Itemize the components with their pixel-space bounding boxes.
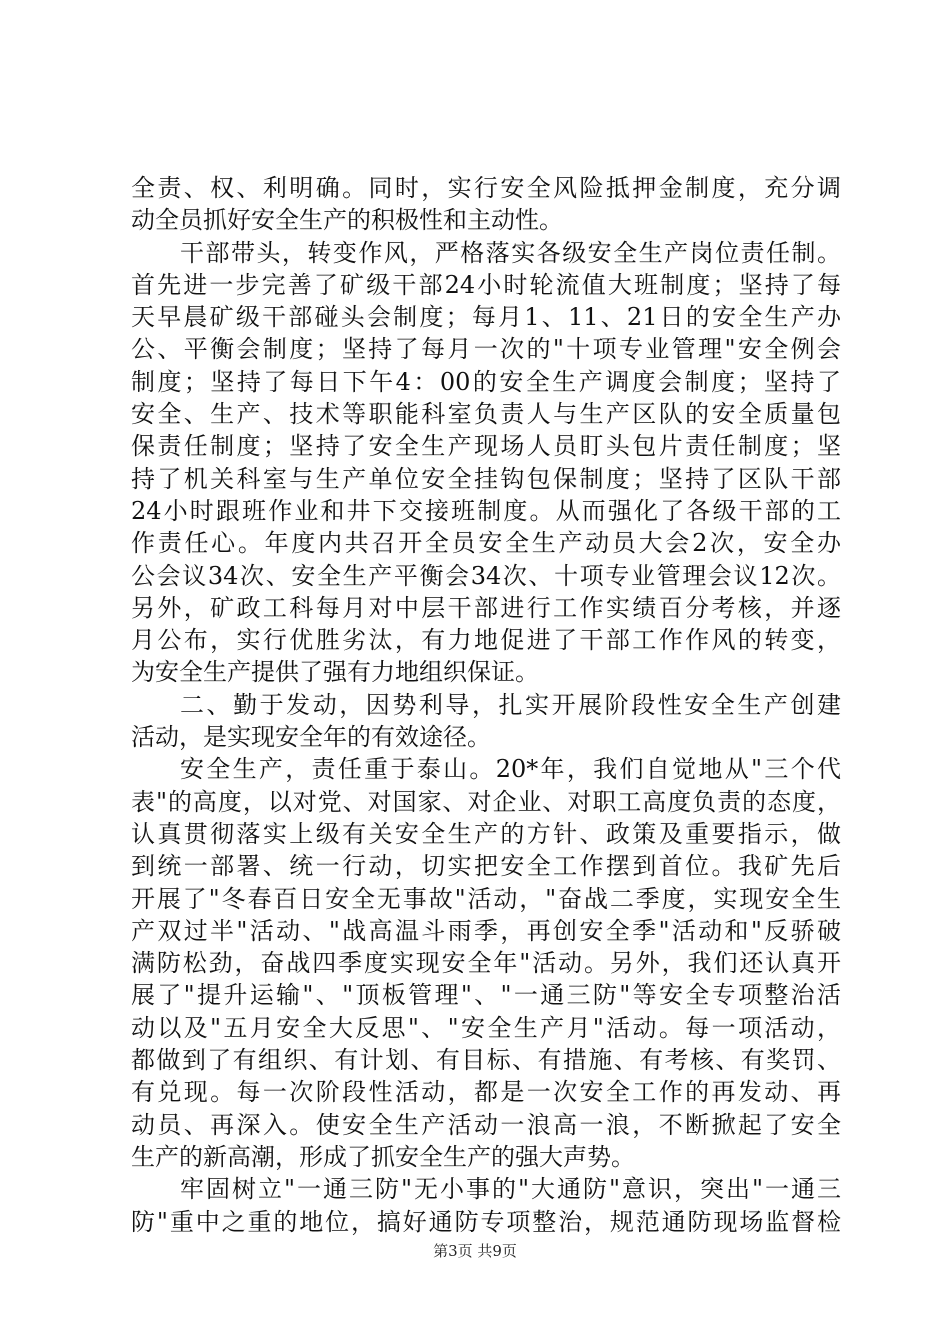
text-line: 安全、生产、技术等职能科室负责人与生产区队的安全质量包 [131,400,841,429]
text-line: 保责任制度；坚持了安全生产现场人员盯头包片责任制度；坚 [131,432,841,461]
document-body [131,172,841,1238]
text-line: 展了"提升运输"、"顶板管理"、"一通三防"等安全专项整治活 [131,981,841,1010]
text-line: 安全生产，责任重于泰山。20*年，我们自觉地从"三个代 [180,755,841,784]
text-line: 首先进一步完善了矿级干部24小时轮流值大班制度；坚持了每 [131,270,841,299]
text-line: 表"的高度，以对党、对国家、对企业、对职工高度负责的态度， [131,787,841,816]
text-line: 干部带头，转变作风，严格落实各级安全生产岗位责任制。 [180,238,841,267]
text-line: 持了机关科室与生产单位安全挂钩包保制度；坚持了区队干部 [131,464,841,493]
text-line: 满防松劲，奋战四季度实现安全年"活动。另外，我们还认真开 [131,949,841,978]
text-line: 另外，矿政工科每月对中层干部进行工作实绩百分考核，并逐 [131,593,841,622]
text-line: 24小时跟班作业和井下交接班制度。从而强化了各级干部的工 [131,496,841,525]
text-line: 动全员抓好安全生产的积极性和主动性。 [131,206,563,235]
text-line: 产双过半"活动、"战高温斗雨季，再创安全季"活动和"反骄破 [131,916,841,945]
page-number-footer: 第3页 共9页 [433,1242,517,1260]
text-line: 公、平衡会制度；坚持了每月一次的"十项专业管理"安全例会 [131,335,841,364]
text-line: 作责任心。年度内共召开全员安全生产动员大会2次，安全办 [131,529,841,558]
text-line: 月公布，实行优胜劣汰，有力地促进了干部工作作风的转变， [131,626,841,655]
text-line: 认真贯彻落实上级有关安全生产的方针、政策及重要指示，做 [131,819,841,848]
text-line: 都做到了有组织、有计划、有目标、有措施、有考核、有奖罚、 [131,1046,841,1075]
text-line: 开展了"冬春百日安全无事故"活动，"奋战二季度，实现安全生 [131,884,841,913]
text-line: 动以及"五月安全大反思"、"安全生产月"活动。每一项活动， [131,1013,841,1042]
section-heading: 二、勤于发动，因势利导，扎实开展阶段性安全生产创建 [180,690,841,719]
text-line: 为安全生产提供了强有力地组织保证。 [131,658,539,687]
text-line: 动员、再深入。使安全生产活动一浪高一浪，不断掀起了安全 [131,1110,841,1139]
section-heading: 活动，是实现安全年的有效途径。 [131,723,491,752]
text-line: 到统一部署、统一行动，切实把安全工作摆到首位。我矿先后 [131,852,841,881]
text-line: 生产的新高潮，形成了抓安全生产的强大声势。 [131,1142,635,1171]
text-line: 制度；坚持了每日下午4：00的安全生产调度会制度；坚持了 [131,367,841,396]
text-line: 有兑现。每一次阶段性活动，都是一次安全工作的再发动、再 [131,1078,841,1107]
text-line: 天早晨矿级干部碰头会制度；每月1、11、21日的安全生产办 [131,303,841,332]
text-line: 防"重中之重的地位，搞好通防专项整治，规范通防现场监督检 [131,1207,841,1236]
text-line: 牢固树立"一通三防"无小事的"大通防"意识，突出"一通三 [180,1175,841,1204]
text-line: 全责、权、利明确。同时，实行安全风险抵押金制度，充分调 [131,174,841,202]
text-line: 公会议34次、安全生产平衡会34次、十项专业管理会议12次。 [131,561,841,590]
